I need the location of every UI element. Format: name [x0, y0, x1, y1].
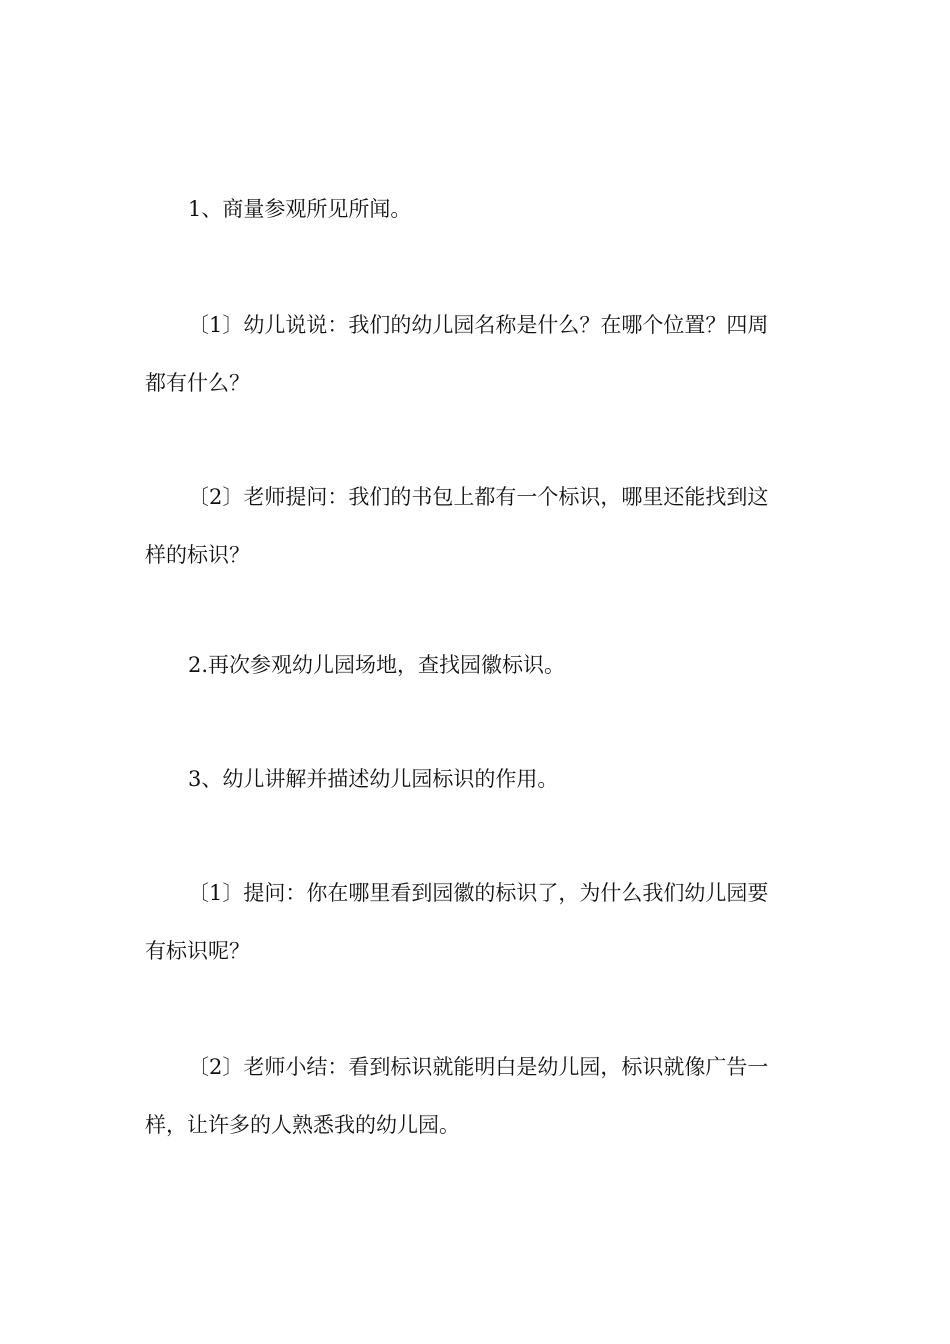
text-line: 〔1〕幼儿说说：我们的幼儿园名称是什么？在哪个位置？四周: [188, 313, 769, 337]
text-line: 2.再次参观幼儿园场地，查找园徽标识。: [188, 653, 566, 677]
paragraph-explain-logo: [145, 750, 810, 808]
text-line: 有标识呢？: [145, 939, 250, 963]
paragraph-teacher-summary: [145, 1038, 810, 1154]
text-line: 〔2〕老师小结：看到标识就能明白是幼儿园，标识就像广告一: [188, 1055, 769, 1079]
paragraph-discuss-visit: [145, 180, 810, 238]
paragraph-revisit: [145, 636, 810, 694]
text-line: 都有什么？: [145, 371, 250, 395]
paragraph-question-logo: [145, 864, 810, 980]
text-line: 3、幼儿讲解并描述幼儿园标识的作用。: [188, 767, 559, 791]
paragraph-teacher-question: [145, 468, 810, 584]
text-line: 〔1〕提问：你在哪里看到园徽的标识了，为什么我们幼儿园要: [188, 881, 769, 905]
text-line: 样，让许多的人熟悉我的幼儿园。: [145, 1113, 460, 1137]
text-line: 1、商量参观所见所闻。: [188, 197, 412, 221]
text-line: 〔2〕老师提问：我们的书包上都有一个标识，哪里还能找到这: [188, 485, 769, 509]
paragraph-children-talk: [145, 296, 810, 412]
text-line: 样的标识？: [145, 543, 250, 567]
